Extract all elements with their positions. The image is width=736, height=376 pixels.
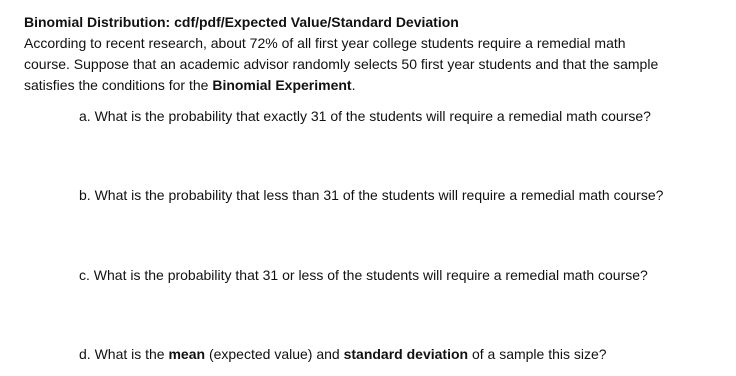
- page-title: Binomial Distribution: cdf/pdf/Expected Value/Standard Deviation: [24, 14, 459, 30]
- intro-line-3-text: satisfies the conditions for the: [24, 77, 213, 93]
- mean-term: mean: [168, 346, 206, 362]
- question-d-middle: (expected value) and: [205, 346, 344, 362]
- question-c: c. What is the probability that 31 or less of the students will require a remedial math course?: [79, 267, 648, 283]
- question-d: [79, 345, 607, 363]
- question-d-prefix: d. What is the: [79, 346, 169, 362]
- question-b: b. What is the probability that less than 31 of the students will require a remedial math course?: [79, 187, 664, 203]
- intro-line-3-end: .: [351, 77, 356, 93]
- problem-statement: [24, 33, 724, 96]
- standard-deviation-term: standard deviation: [343, 346, 469, 362]
- intro-line-1: According to recent research, about 72% of all first year college students require a remedial math: [24, 35, 626, 51]
- binomial-experiment-term: Binomial Experiment: [212, 77, 352, 93]
- intro-line-3: [24, 75, 724, 96]
- question-a: a. What is the probability that exactly 31 of the students will require a remedial math course?: [79, 108, 651, 124]
- intro-line-2: course. Suppose that an academic advisor randomly selects 50 first year students and that the sample: [24, 56, 659, 72]
- question-d-suffix: of a sample this size?: [468, 346, 607, 362]
